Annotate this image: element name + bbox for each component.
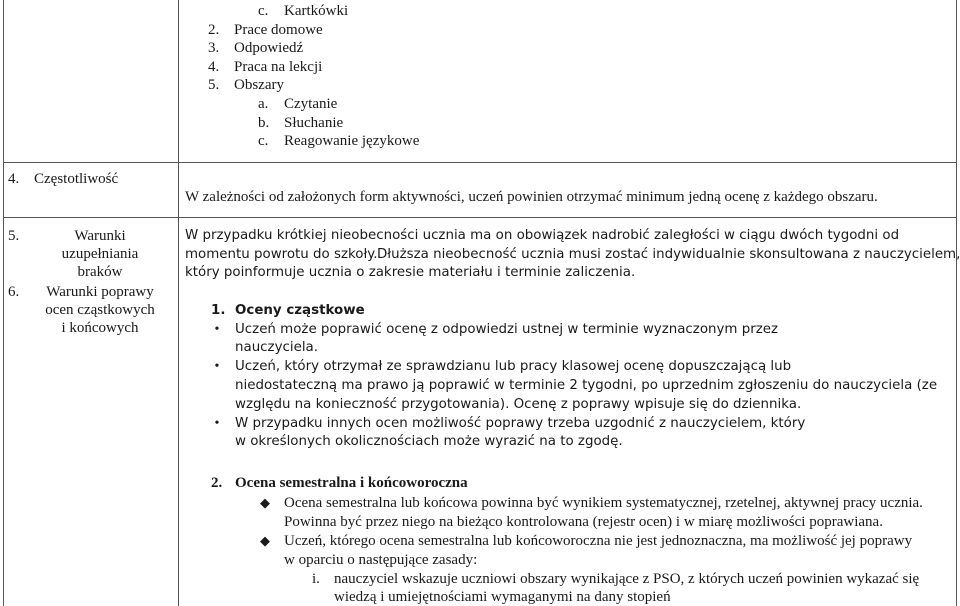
bullet-icon: • [214,359,220,374]
table-left-border [3,0,4,606]
list-marker: 4. [208,59,220,75]
absence-paragraph-line: Dłuższa nieobecność ucznia musi zostać indywidualnie skonsultowana z nauczycielem, [377,247,960,262]
section-marker: 2. [211,475,223,491]
list-item-text: Praca na lekcji [234,59,323,75]
label-line: Warunki poprawy [46,284,154,300]
roman-marker: i. [312,571,320,587]
list-item-text: Reagowanie językowe [284,133,420,149]
bullet-text: Powinna być przez niego na bieżąco kontrolowana (rejestr ocen) i w miarę możliwości poprawiana. [284,514,883,530]
label-line: ocen cząstkowych [45,302,155,318]
bullet-icon: • [214,322,220,337]
section-title-final-grade: Ocena semestralna i końcoworoczna [235,475,468,491]
section-marker: 1. [211,303,226,318]
bullet-text: Uczeń może poprawić ocenę z odpowiedzi ustnej w terminie wyznaczonym przez [235,322,779,337]
list-item-text: Kartkówki [284,3,349,19]
list-marker: b. [258,115,270,131]
list-item-text: Prace domowe [234,22,323,38]
list-marker: a. [258,96,269,112]
row-label-marker: 4. [8,171,20,187]
bullet-text: nauczyciela. [235,340,318,355]
section-title-partial-grades: Oceny cząstkowe [235,303,365,318]
list-marker: c. [258,3,269,19]
bullet-text: W przypadku innych ocen możliwość poprawy trzeba uzgodnić z nauczycielem, który [235,416,806,431]
absence-paragraph-line: momentu powrotu do szkoły. [185,247,378,262]
label-line: uzupełniania [61,246,139,262]
label-line: i końcowych [61,320,139,336]
list-item-text: Odpowiedź [234,40,304,56]
row-label-completing-gaps [34,227,166,281]
list-item-text: Obszary [234,77,284,93]
list-marker: 3. [208,40,220,56]
table-right-border [956,0,957,606]
diamond-bullet-icon: ◆ [260,533,270,548]
bullet-text: Ocena semestralna lub końcowa powinna być wynikiem systematycznej, rzetelnej, aktywnej pracy ucznia. [284,495,923,511]
row-label-frequency: Częstotliwość [34,171,119,187]
row-label-grade-correction [34,283,166,337]
label-line: braków [77,264,123,280]
row-label-marker: 5. [8,228,20,244]
list-marker: c. [258,133,269,149]
bullet-text: w oparciu o następujące zasady: [284,552,478,568]
absence-paragraph-line: który poinformuje ucznia o zakresie materiału i terminie zaliczenia. [185,265,636,280]
bullet-text: względu na konieczność przygotowania). Ocenę z poprawy wpisuje się do dziennika. [235,397,802,412]
row-label-marker: 6. [8,284,20,300]
bullet-icon: • [214,416,220,431]
bullet-text: Uczeń, którego ocena semestralna lub końcoworoczna nie jest jednoznaczna, ma możliwość jej poprawy [284,533,913,549]
list-marker: 2. [208,22,220,38]
label-line: Warunki [74,228,126,244]
absence-paragraph-line: W przypadku krótkiej nieobecności ucznia ma on obowiązek nadrobić zaległości w ciągu dwóch tygodni od [185,228,900,243]
list-item-text: Czytanie [284,96,338,112]
list-item-text: Słuchanie [284,115,344,131]
table-row-divider [3,217,957,218]
list-marker: 5. [208,77,220,93]
table-column-divider [178,0,179,606]
roman-item-text: wiedzą i umiejętnościami wymaganymi na dany stopień [334,589,671,605]
diamond-bullet-icon: ◆ [260,495,270,510]
bullet-text: niedostateczną ma prawo ją poprawić w terminie 2 tygodni, po uprzednim zgłoszeniu do nauczyciela (ze [235,378,938,393]
table-row-divider [3,162,957,163]
bullet-text: w określonych okolicznościach może wyrazić na to zgodę. [235,434,623,449]
bullet-text: Uczeń, który otrzymał ze sprawdzianu lub pracy klasowej ocenę dopuszczającą lub [235,359,792,374]
roman-item-text: nauczyciel wskazuje uczniowi obszary wynikające z PSO, z których uczeń powinien wykazać się [334,571,920,587]
frequency-text: W zależności od założonych form aktywności, uczeń powinien otrzymać minimum jedną ocenę z każdego obszaru. [185,189,878,205]
